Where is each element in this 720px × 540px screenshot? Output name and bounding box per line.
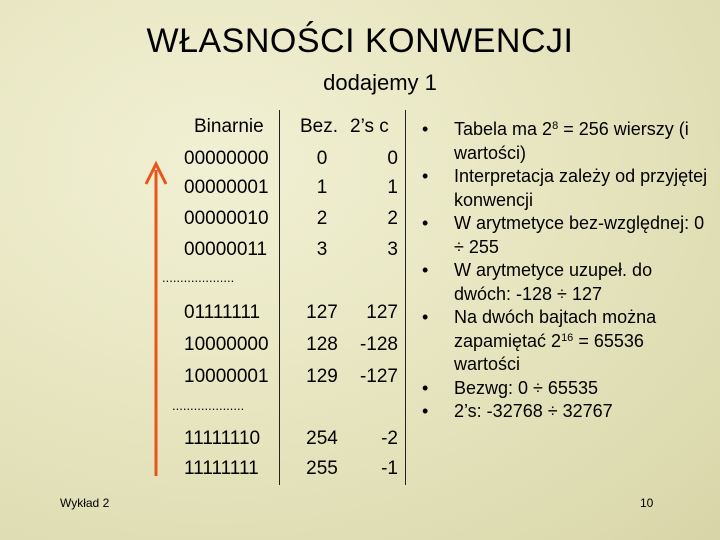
- bullet-list: [420, 118, 710, 424]
- bullet-item: • Bezwg: 0 ÷ 65535: [420, 377, 710, 401]
- row-binary: 00000010: [184, 208, 269, 229]
- bullet-item: • 2’s: -32768 ÷ 32767: [420, 400, 710, 424]
- row-unsigned: 3: [316, 239, 328, 260]
- row-unsigned: 255: [306, 458, 338, 479]
- bullet-item: • Na dwóch bajtach można zapamiętać $2^{16} = 65536$ wartości: [422, 307, 657, 374]
- row-twos: -127: [359, 366, 398, 387]
- row-twos: 3: [387, 239, 398, 260]
- row-twos: 127: [366, 302, 398, 323]
- row-binary: 00000000: [184, 148, 269, 169]
- header-twos-complement: 2’s c: [350, 116, 389, 137]
- bullet-icon: •: [422, 260, 429, 280]
- row-binary: 01111111: [184, 302, 261, 323]
- row-unsigned: 128: [306, 334, 338, 355]
- bullet-icon: •: [422, 213, 429, 233]
- bullet-icon: •: [422, 166, 429, 186]
- slide-subtitle: dodajemy 1: [323, 70, 437, 95]
- bullet-item: • W arytmetyce uzupeł. do dwóch: -128 ÷ 127: [422, 260, 653, 304]
- table-ellipsis: ....................: [172, 398, 245, 413]
- bullet-icon: •: [422, 377, 429, 398]
- row-unsigned: 1: [316, 177, 328, 198]
- footer-lecture-label: Wykład 2: [60, 496, 110, 510]
- bullet-icon: •: [422, 307, 429, 327]
- row-twos: -1: [381, 458, 398, 479]
- row-binary: 10000001: [184, 366, 269, 387]
- row-unsigned: 2: [316, 208, 328, 229]
- bullet-item: • Interpretacja zależy od przyjętej konwencji: [422, 166, 708, 210]
- row-binary: 00000011: [184, 239, 268, 260]
- row-binary: 10000000: [184, 334, 269, 355]
- row-twos: 1: [387, 177, 398, 198]
- bullet-item: • Tabela ma $2^8 = 256$ wierszy (i wartości): [422, 119, 689, 163]
- bullet-icon: •: [422, 401, 429, 421]
- row-unsigned: 254: [306, 428, 338, 449]
- row-unsigned: 127: [306, 302, 338, 323]
- row-twos: -2: [381, 428, 398, 449]
- row-twos: 2: [387, 208, 398, 229]
- row-unsigned: 0: [316, 148, 328, 169]
- bullet-icon: •: [422, 119, 429, 139]
- table-ellipsis: ....................: [162, 270, 235, 285]
- bullet-item: • W arytmetyce bez-względnej: 0 ÷ 255: [422, 213, 705, 257]
- header-unsigned: Bez.: [300, 116, 339, 137]
- row-unsigned: 129: [306, 366, 338, 387]
- row-binary: 00000001: [184, 177, 269, 198]
- page-number: 10: [640, 496, 654, 510]
- row-twos: 0: [387, 148, 398, 169]
- row-binary: 11111111: [184, 458, 259, 479]
- header-binary: Binarnie: [194, 116, 264, 137]
- slide-title: WŁASNOŚCI KONWENCJI: [146, 22, 574, 60]
- row-binary: 11111110: [184, 428, 261, 449]
- row-twos: -128: [359, 334, 398, 355]
